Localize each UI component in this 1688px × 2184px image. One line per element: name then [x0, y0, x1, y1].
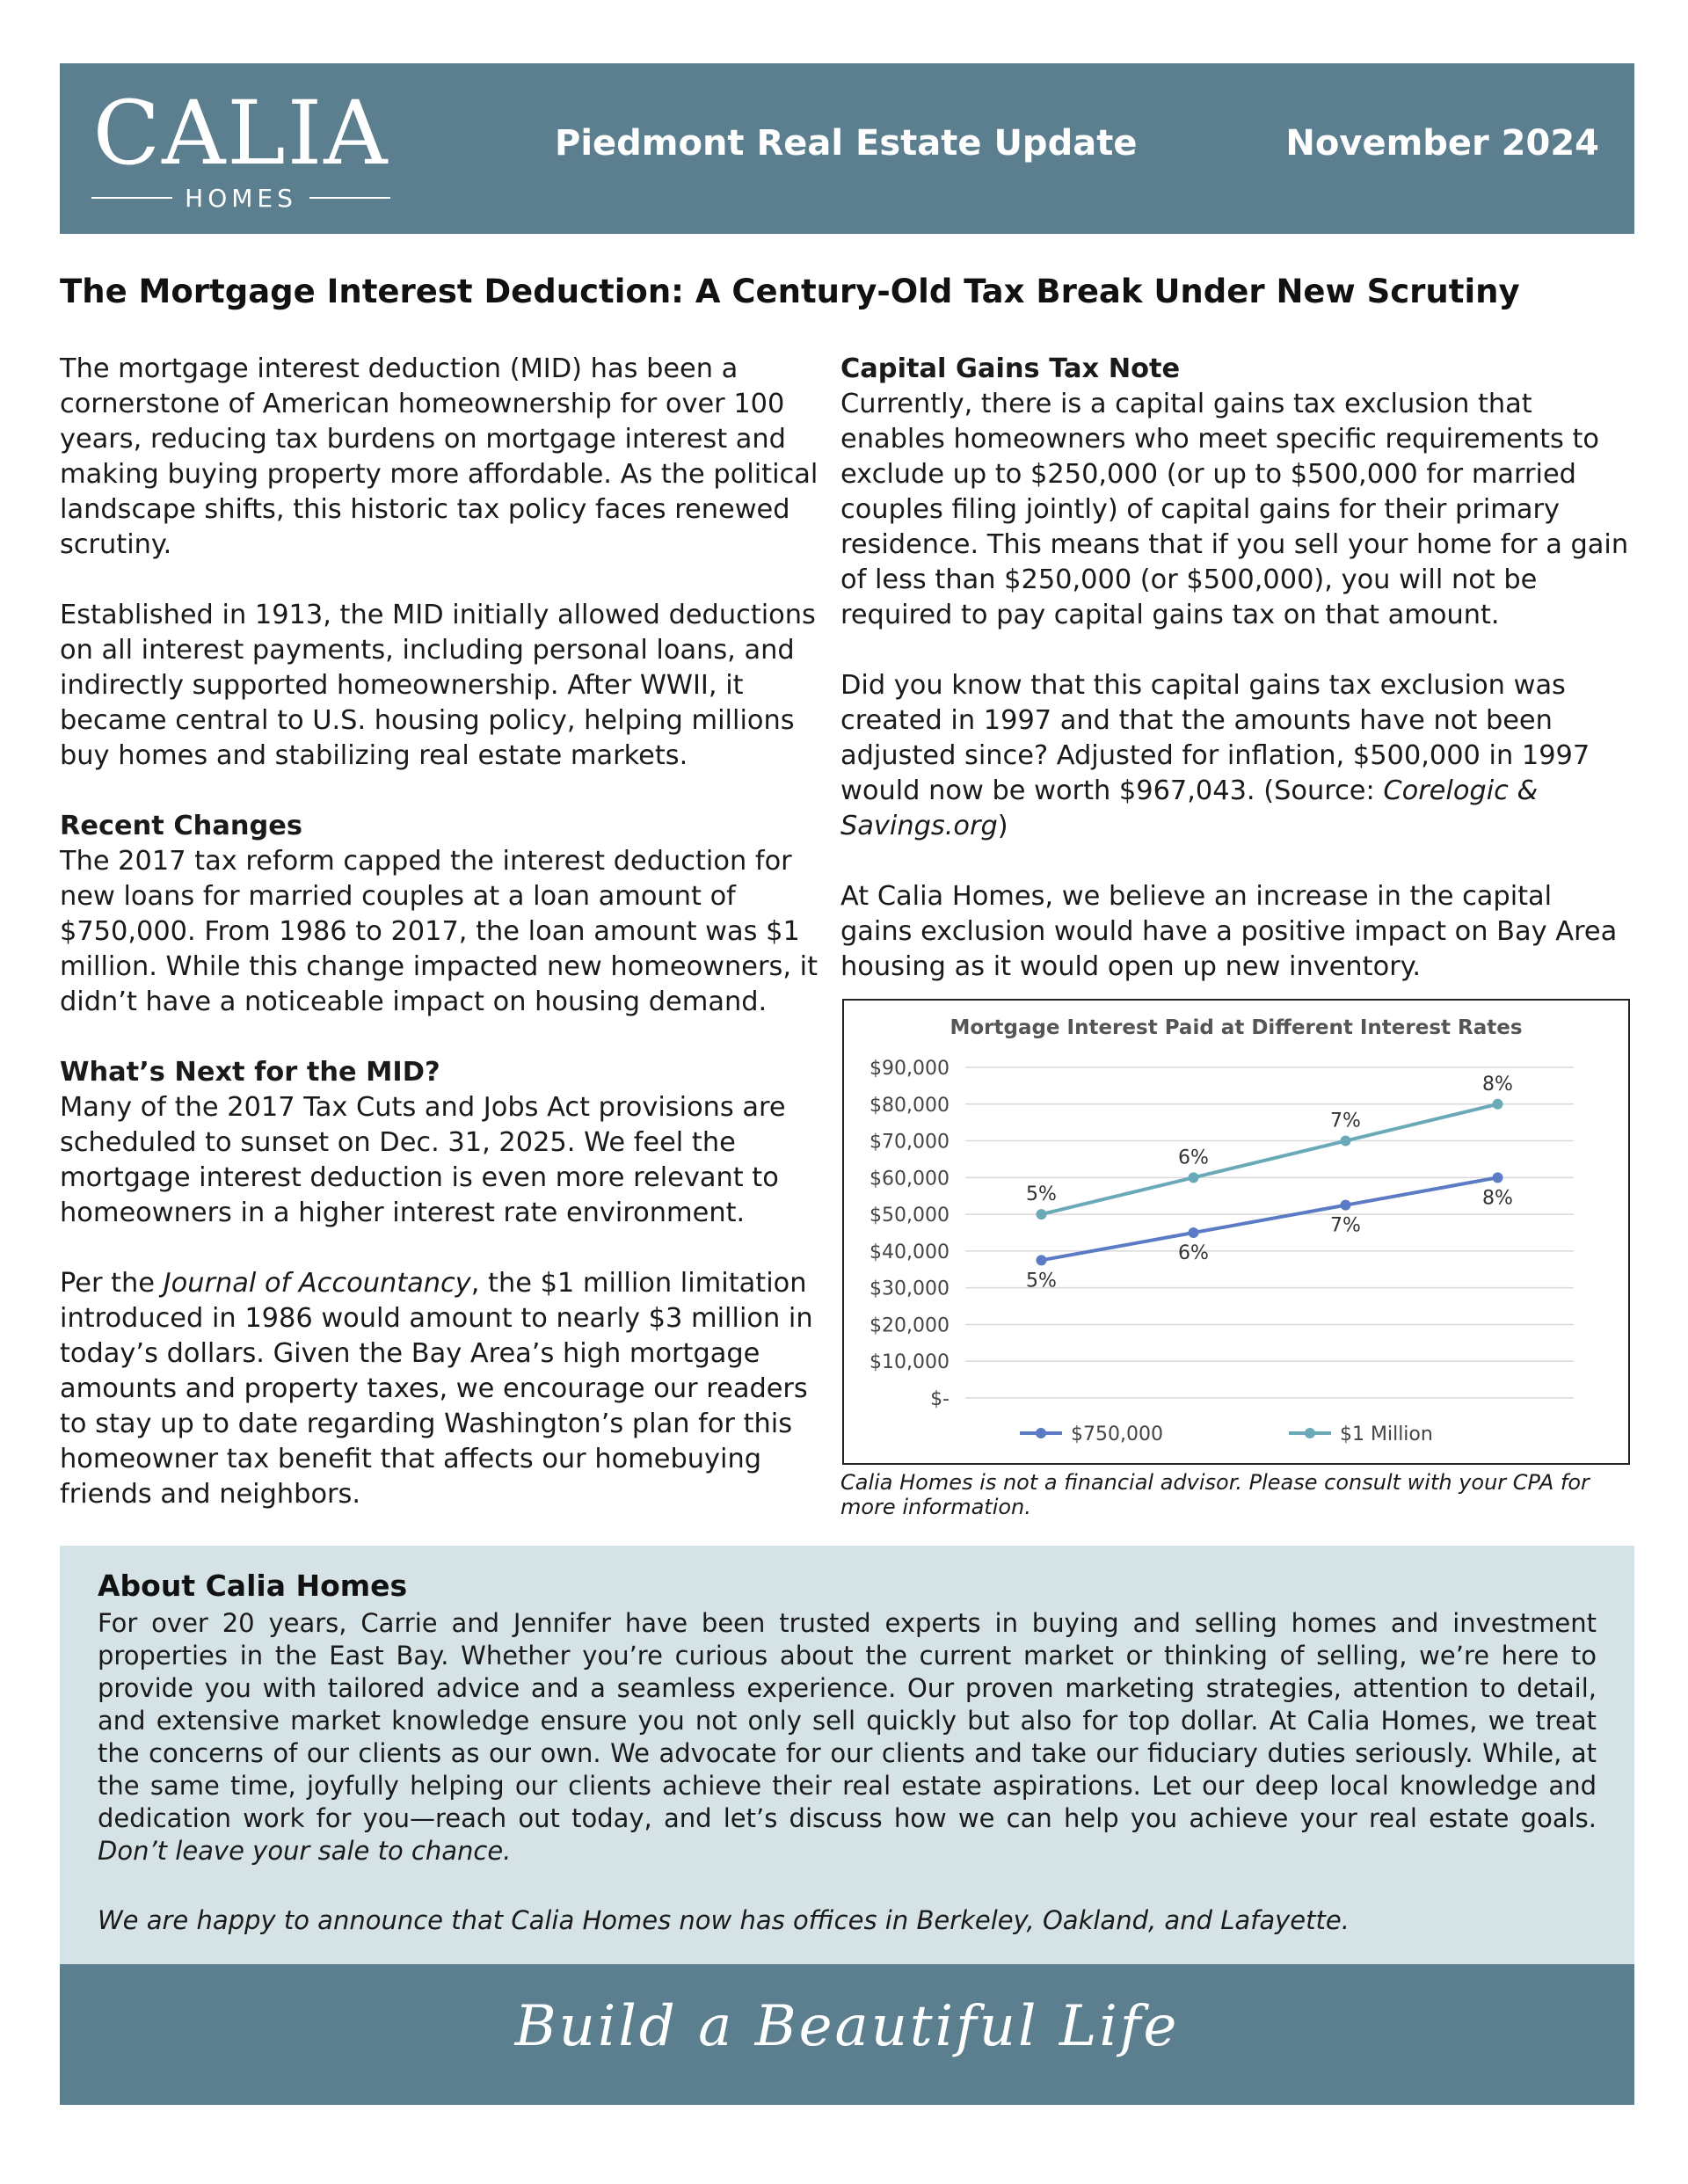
inflation-text-post: ): [997, 811, 1008, 841]
data-point: [1493, 1099, 1503, 1110]
calia-homes-logo: [91, 81, 390, 213]
accountancy-text-pre: Per the: [60, 1268, 164, 1299]
about-closing-line: Don’t leave your sale to chance.: [98, 1836, 512, 1866]
left-column: [60, 352, 833, 1547]
belief-paragraph: At Calia Homes, we believe an increase in the capital gains exclusion would have a positive impact on Bay Area housing as it would open up new inventory.: [840, 881, 1618, 982]
whats-next-section: [60, 1055, 833, 1231]
about-title: About Calia Homes: [98, 1569, 408, 1603]
data-label: 8%: [1482, 1073, 1513, 1096]
mortgage-interest-chart: [842, 999, 1630, 1465]
offices-announcement: We are happy to announce that Calia Homes now has offices in Berkeley, Oakland, and Lafayette.: [98, 1905, 1350, 1935]
logo-rule-right: [309, 197, 390, 199]
capital-gains-text: Currently, there is a capital gains tax exclusion that enables homeowners who meet specific requirements to exclude up to $250,000 (or up to $500,000 for married couples filing jointly) of capital gains for their primary residence. This means that if you sell your home for a gain of less than $250,000 (or $500,000), you will not be required to pay capital gains tax on that amount.: [840, 389, 1629, 630]
data-label: 7%: [1330, 1110, 1361, 1132]
data-point: [1037, 1255, 1047, 1265]
y-tick-label: $10,000: [869, 1351, 950, 1374]
about-body: [98, 1607, 1597, 1867]
whats-next-text: Many of the 2017 Tax Cuts and Jobs Act provisions are scheduled to sunset on Dec. 31, 2025. We feel the mortgage interest deduction is even more relevant to homeowners in a higher interest rate environment.: [60, 1092, 786, 1228]
logo-subtitle-row: [91, 183, 390, 213]
data-label: 6%: [1178, 1147, 1209, 1169]
history-paragraph: Established in 1913, the MID initially allowed deductions on all interest payments, including personal loans, and indirectly supported homeownership. After WWII, it became central to U.S. housing policy, helping millions buy homes and stabilizing real estate markets.: [60, 600, 816, 771]
legend-marker: [1305, 1428, 1315, 1438]
legend-label: $1 Million: [1340, 1423, 1433, 1445]
about-section: [60, 1546, 1634, 1964]
y-tick-label: $70,000: [869, 1131, 950, 1154]
data-point: [1189, 1172, 1199, 1183]
article-headline: The Mortgage Interest Deduction: A Century-Old Tax Break Under New Scrutiny: [60, 273, 1520, 310]
data-label: 6%: [1178, 1242, 1209, 1264]
data-label: 5%: [1026, 1270, 1057, 1292]
y-tick-label: $80,000: [869, 1094, 950, 1117]
logo-subtitle: HOMES: [185, 183, 297, 213]
journal-title: Journal of Accountancy: [163, 1268, 471, 1299]
disclaimer-note: Calia Homes is not a financial advisor. Please consult with your CPA for more information.: [840, 1470, 1590, 1519]
capital-gains-heading: Capital Gains Tax Note: [840, 353, 1181, 384]
legend-label: $750,000: [1071, 1423, 1163, 1445]
y-tick-label: $30,000: [869, 1278, 950, 1300]
footer-banner: [60, 1964, 1634, 2105]
data-label: 5%: [1026, 1183, 1057, 1206]
about-body-text: For over 20 years, Carrie and Jennifer have been trusted experts in buying and selling homes and investment properties in the East Bay. Whether you’re curious about the current market or thinking of selling, we’re here to provide you with tailored advice and a seamless experience. Our proven marketing strategies, attention to detail, and extensive market knowledge ensure you not only sell quickly but also for top dollar. At Calia Homes, we treat the concerns of our clients as our own. We advocate for our clients and take our fiduciary duties seriously. While, at the same time, joyfully helping our clients achieve their real estate aspirations. Let our deep local knowledge and dedication work for you—reach out today, and let’s discuss how we can help you achieve your real estate goals.: [98, 1608, 1597, 1833]
y-tick-label: $-: [930, 1388, 950, 1410]
y-tick-label: $20,000: [869, 1314, 950, 1337]
accountancy-paragraph: [60, 1266, 833, 1512]
accountancy-text-post: , the $1 million limitation introduced in 1986 would amount to nearly $3 million in today’s dollars. Given the Bay Area’s high mortgage amounts and property taxes, we encourage our readers to stay up to date regarding Washington’s plan for this homeowner tax benefit that affects our homebuying friends and neighbors.: [60, 1268, 813, 1510]
data-point: [1493, 1172, 1503, 1183]
header-banner: [60, 63, 1634, 234]
chart-title: Mortgage Interest Paid at Different Interest Rates: [950, 1016, 1523, 1039]
y-tick-label: $40,000: [869, 1241, 950, 1263]
newsletter-title: Piedmont Real Estate Update: [555, 123, 1138, 164]
recent-changes-text: The 2017 tax reform capped the interest deduction for new loans for married couples at a loan amount of $750,000. From 1986 to 2017, the loan amount was $1 million. While this change impacted new homeowners, it didn’t have a noticeable impact on housing demand.: [60, 846, 819, 1017]
data-point: [1341, 1136, 1351, 1147]
chart-canvas: [844, 1001, 1628, 1463]
footer-tagline: Build a Beautiful Life: [514, 1994, 1180, 2059]
data-label: 7%: [1330, 1214, 1361, 1237]
data-label: 8%: [1482, 1187, 1513, 1210]
recent-changes-section: [60, 809, 833, 1020]
source-citation: Corelogic & Savings.org: [840, 775, 1539, 841]
y-tick-label: $60,000: [869, 1168, 950, 1190]
intro-paragraph: The mortgage interest deduction (MID) has been a cornerstone of American homeownership for over 100 years, reducing tax burdens on mortgage interest and making buying property more affordable. As the political landscape shifts, this historic tax policy faces renewed scrutiny.: [60, 353, 819, 560]
inflation-paragraph: [840, 668, 1632, 844]
logo-rule-left: [91, 197, 172, 199]
right-column: [840, 352, 1632, 1020]
logo-wordmark: CALIA: [92, 82, 389, 185]
data-point: [1037, 1209, 1047, 1219]
series-line: [1042, 1177, 1498, 1260]
whats-next-heading: What’s Next for the MID?: [60, 1057, 440, 1088]
capital-gains-section: [840, 352, 1632, 633]
data-point: [1341, 1200, 1351, 1211]
inflation-text-pre: Did you know that this capital gains tax exclusion was created in 1997 and that the amounts have not been adjusted since? Adjusted for inflation, $500,000 in 1997 would now be worth $967,043. (Source:: [840, 670, 1590, 806]
newsletter-date: November 2024: [1285, 123, 1599, 164]
series-line: [1042, 1104, 1498, 1214]
legend-marker: [1036, 1428, 1046, 1438]
y-tick-label: $90,000: [869, 1058, 950, 1080]
data-point: [1189, 1227, 1199, 1238]
recent-changes-heading: Recent Changes: [60, 811, 302, 841]
y-tick-label: $50,000: [869, 1205, 950, 1227]
